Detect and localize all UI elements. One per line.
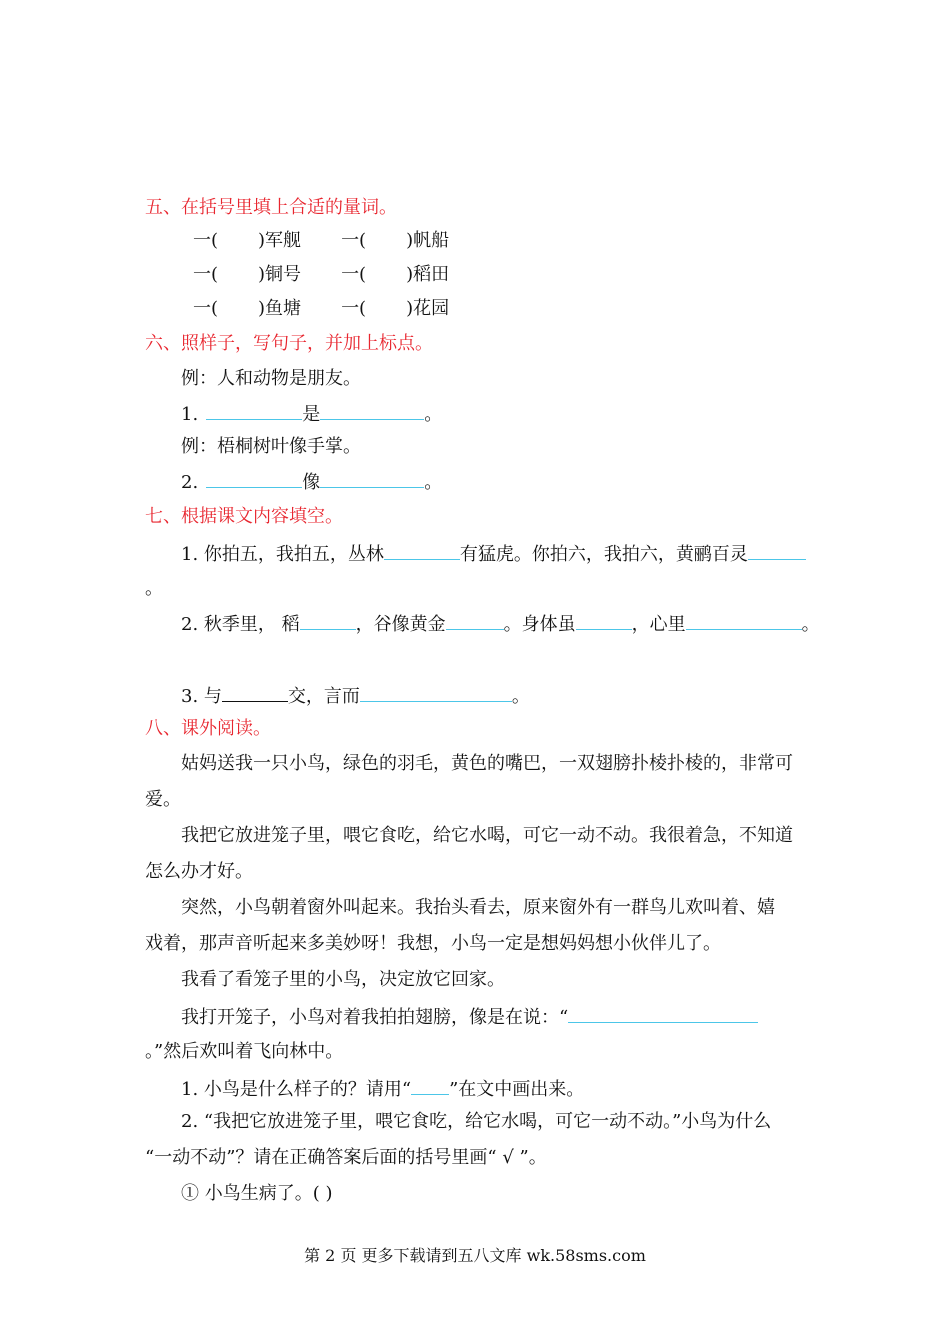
answer-blank[interactable]	[686, 611, 802, 630]
answer-blank[interactable]	[320, 469, 424, 488]
question-6-1: 1. 是 。	[181, 401, 442, 427]
passage-paragraph: 。”然后欢叫着飞向林中。	[145, 1041, 344, 1062]
question-7-1: 1. 你拍五，我拍五，丛林 有猛虎。你拍六，我拍六，黄鹂百灵	[181, 541, 806, 567]
measure-word-row: 一( )鱼塘 一( )花园	[193, 298, 450, 319]
section-6-title: 六、照样子，写句子，并加上标点。	[145, 333, 433, 354]
answer-blank[interactable]	[568, 1004, 758, 1023]
question-7-2: 2. 秋季里， 稻 ，谷像黄金 。身体虽 ，心里 。	[181, 611, 820, 637]
example-sentence-1: 例：人和动物是朋友。	[181, 368, 361, 389]
measure-word-row: 一( )军舰 一( )帆船	[193, 230, 450, 251]
section-5-title: 五、在括号里填上合适的量词。	[145, 197, 397, 218]
question-7-1-end: 。	[145, 578, 163, 599]
answer-blank[interactable]	[384, 541, 460, 560]
passage-paragraph: 姑妈送我一只小鸟，绿色的羽毛，黄色的嘴巴，一双翅膀扑棱扑棱的，非常可	[181, 753, 793, 774]
question-7-3: 3. 与 交，言而 。	[181, 683, 530, 709]
reading-question-2: 2. “我把它放进笼子里，喂它食吃，给它水喝，可它一动不动。”小鸟为什么	[181, 1111, 772, 1132]
answer-blank[interactable]	[576, 611, 632, 630]
section-8-title: 八、课外阅读。	[145, 718, 271, 739]
question-6-2: 2. 像 。	[181, 469, 442, 495]
section-7-title: 七、根据课文内容填空。	[145, 506, 343, 527]
answer-blank[interactable]	[300, 611, 356, 630]
passage-paragraph: 怎么办才好。	[145, 861, 253, 882]
reading-question-2-cont: “一动不动”？请在正确答案后面的括号里画“ √ ”。	[145, 1147, 547, 1168]
answer-blank[interactable]	[222, 683, 288, 702]
answer-blank[interactable]	[206, 469, 302, 488]
answer-blank[interactable]	[206, 401, 302, 420]
measure-word-row: 一( )铜号 一( )稻田	[193, 264, 450, 285]
answer-blank[interactable]	[360, 683, 512, 702]
passage-paragraph: 我看了看笼子里的小鸟，决定放它回家。	[181, 969, 505, 990]
answer-blank[interactable]	[748, 541, 806, 560]
passage-paragraph: 爱。	[145, 789, 181, 810]
example-sentence-2: 例：梧桐树叶像手掌。	[181, 436, 361, 457]
page-footer: 第 2 页 更多下载请到五八文库 wk.58sms.com	[304, 1246, 646, 1265]
passage-paragraph: 突然，小鸟朝着窗外叫起来。我抬头看去，原来窗外有一群鸟儿欢叫着、嬉	[181, 897, 775, 918]
passage-paragraph: 我把它放进笼子里，喂它食吃，给它水喝，可它一动不动。我很着急，不知道	[181, 825, 793, 846]
passage-paragraph: 戏着，那声音听起来多美妙呀！我想，小鸟一定是想妈妈想小伙伴儿了。	[145, 933, 721, 954]
answer-blank[interactable]	[446, 611, 504, 630]
answer-blank[interactable]	[411, 1076, 449, 1095]
passage-paragraph: 我打开笼子，小鸟对着我拍拍翅膀，像是在说：“	[181, 1004, 758, 1030]
answer-blank[interactable]	[320, 401, 424, 420]
reading-question-1: 1. 小鸟是什么样子的？请用“ ”在文中画出来。	[181, 1076, 584, 1102]
answer-option-1[interactable]: ① 小鸟生病了。( )	[181, 1183, 333, 1204]
